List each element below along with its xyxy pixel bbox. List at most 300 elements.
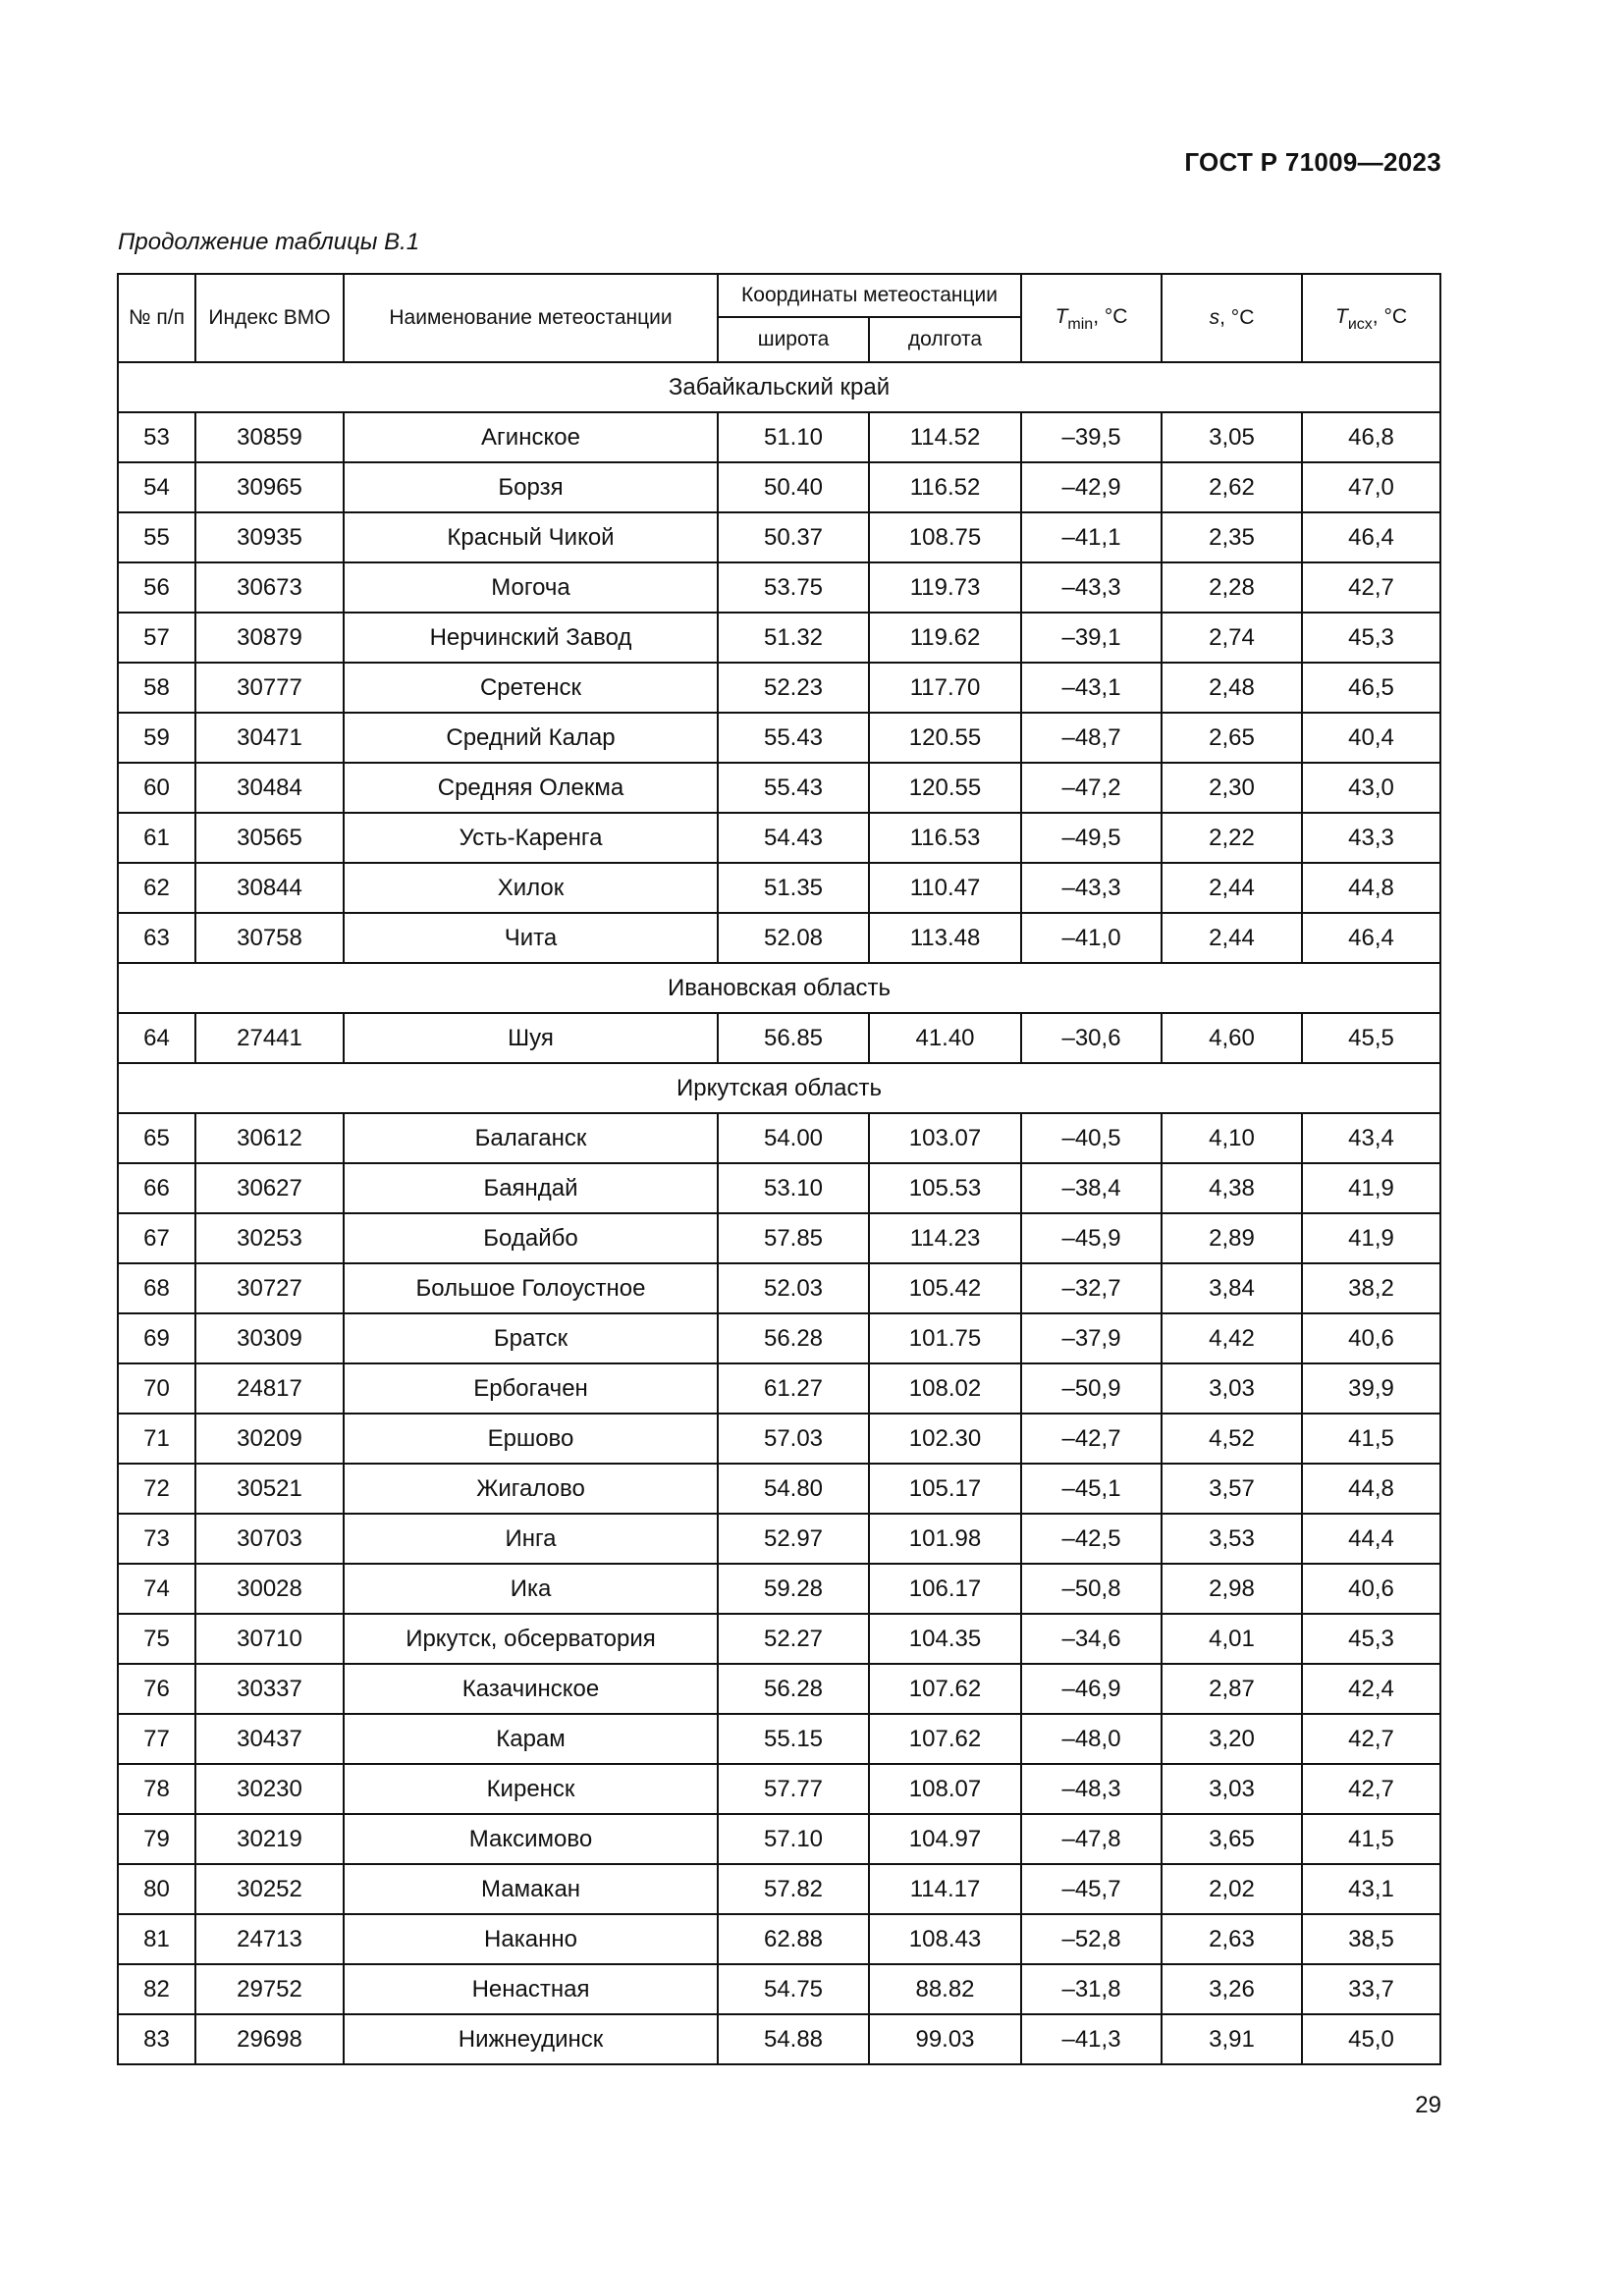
table-row xyxy=(118,412,1440,462)
row-tisx: 40,6 xyxy=(1302,1313,1440,1363)
table-row xyxy=(118,863,1440,913)
stations-table xyxy=(117,273,1441,2065)
row-num: 61 xyxy=(118,813,195,863)
row-wmo: 30252 xyxy=(195,1864,344,1914)
row-latitude: 54.88 xyxy=(718,2014,869,2064)
row-latitude: 54.75 xyxy=(718,1964,869,2014)
row-tisx: 41,9 xyxy=(1302,1163,1440,1213)
table-row xyxy=(118,512,1440,562)
row-tmin: –48,7 xyxy=(1021,713,1162,763)
row-tisx: 44,8 xyxy=(1302,863,1440,913)
row-tisx: 41,9 xyxy=(1302,1213,1440,1263)
row-tmin: –45,1 xyxy=(1021,1464,1162,1514)
row-station-name: Братск xyxy=(344,1313,718,1363)
row-tisx: 46,4 xyxy=(1302,913,1440,963)
row-station-name: Чита xyxy=(344,913,718,963)
table-row xyxy=(118,1414,1440,1464)
col-header-tmin: $T_{min}$, °C xyxy=(1021,274,1162,362)
row-num: 79 xyxy=(118,1814,195,1864)
row-longitude: 116.53 xyxy=(869,813,1021,863)
row-tisx: 45,3 xyxy=(1302,613,1440,663)
row-num: 75 xyxy=(118,1614,195,1664)
row-tmin: –30,6 xyxy=(1021,1013,1162,1063)
row-wmo: 27441 xyxy=(195,1013,344,1063)
row-longitude: 105.53 xyxy=(869,1163,1021,1213)
row-latitude: 51.10 xyxy=(718,412,869,462)
row-s: 3,26 xyxy=(1162,1964,1302,2014)
region-name: Ивановская область xyxy=(118,963,1440,1013)
row-s: 3,03 xyxy=(1162,1764,1302,1814)
row-wmo: 29698 xyxy=(195,2014,344,2064)
row-num: 68 xyxy=(118,1263,195,1313)
row-wmo: 30484 xyxy=(195,763,344,813)
row-num: 78 xyxy=(118,1764,195,1814)
row-tmin: –48,3 xyxy=(1021,1764,1162,1814)
row-num: 67 xyxy=(118,1213,195,1263)
row-tmin: –39,5 xyxy=(1021,412,1162,462)
row-tisx: 43,3 xyxy=(1302,813,1440,863)
row-latitude: 54.00 xyxy=(718,1113,869,1163)
row-num: 76 xyxy=(118,1664,195,1714)
row-latitude: 52.08 xyxy=(718,913,869,963)
row-s: 2,30 xyxy=(1162,763,1302,813)
row-tisx: 47,0 xyxy=(1302,462,1440,512)
row-s: 4,01 xyxy=(1162,1614,1302,1664)
region-row xyxy=(118,362,1440,412)
row-tmin: –41,1 xyxy=(1021,512,1162,562)
col-header-num: № п/п xyxy=(118,274,195,362)
row-station-name: Большое Голоустное xyxy=(344,1263,718,1313)
row-s: 2,48 xyxy=(1162,663,1302,713)
row-longitude: 102.30 xyxy=(869,1414,1021,1464)
row-latitude: 52.23 xyxy=(718,663,869,713)
row-tmin: –41,3 xyxy=(1021,2014,1162,2064)
row-tisx: 43,4 xyxy=(1302,1113,1440,1163)
row-tisx: 46,5 xyxy=(1302,663,1440,713)
row-s: 2,22 xyxy=(1162,813,1302,863)
row-station-name: Ершово xyxy=(344,1414,718,1464)
row-latitude: 57.10 xyxy=(718,1814,869,1864)
row-num: 60 xyxy=(118,763,195,813)
row-longitude: 120.55 xyxy=(869,713,1021,763)
row-s: 4,38 xyxy=(1162,1163,1302,1213)
row-num: 54 xyxy=(118,462,195,512)
row-station-name: Агинское xyxy=(344,412,718,462)
row-latitude: 57.82 xyxy=(718,1864,869,1914)
row-wmo: 30437 xyxy=(195,1714,344,1764)
row-s: 3,05 xyxy=(1162,412,1302,462)
row-tmin: –43,3 xyxy=(1021,562,1162,613)
row-station-name: Нерчинский Завод xyxy=(344,613,718,663)
row-tmin: –43,3 xyxy=(1021,863,1162,913)
table-row xyxy=(118,562,1440,613)
row-num: 64 xyxy=(118,1013,195,1063)
row-tisx: 45,0 xyxy=(1302,2014,1440,2064)
row-latitude: 56.28 xyxy=(718,1664,869,1714)
row-wmo: 30965 xyxy=(195,462,344,512)
row-tmin: –50,9 xyxy=(1021,1363,1162,1414)
row-latitude: 55.43 xyxy=(718,713,869,763)
row-latitude: 54.80 xyxy=(718,1464,869,1514)
table-row xyxy=(118,663,1440,713)
row-wmo: 30230 xyxy=(195,1764,344,1814)
row-wmo: 30758 xyxy=(195,913,344,963)
row-tisx: 43,0 xyxy=(1302,763,1440,813)
row-station-name: Балаганск xyxy=(344,1113,718,1163)
row-wmo: 30337 xyxy=(195,1664,344,1714)
row-wmo: 30219 xyxy=(195,1814,344,1864)
table-row xyxy=(118,1464,1440,1514)
row-s: 2,28 xyxy=(1162,562,1302,613)
row-tisx: 40,4 xyxy=(1302,713,1440,763)
row-tmin: –41,0 xyxy=(1021,913,1162,963)
row-latitude: 56.85 xyxy=(718,1013,869,1063)
row-tmin: –47,2 xyxy=(1021,763,1162,813)
row-s: 2,63 xyxy=(1162,1914,1302,1964)
table-row xyxy=(118,1263,1440,1313)
col-header-coords: Координаты метеостанции xyxy=(718,274,1021,317)
row-num: 69 xyxy=(118,1313,195,1363)
row-tisx: 45,5 xyxy=(1302,1013,1440,1063)
row-station-name: Средний Калар xyxy=(344,713,718,763)
row-longitude: 114.52 xyxy=(869,412,1021,462)
row-longitude: 110.47 xyxy=(869,863,1021,913)
row-s: 2,44 xyxy=(1162,863,1302,913)
row-station-name: Ненастная xyxy=(344,1964,718,2014)
table-row xyxy=(118,813,1440,863)
table-row xyxy=(118,1213,1440,1263)
row-tmin: –45,7 xyxy=(1021,1864,1162,1914)
row-tmin: –47,8 xyxy=(1021,1814,1162,1864)
row-num: 63 xyxy=(118,913,195,963)
row-latitude: 62.88 xyxy=(718,1914,869,1964)
row-wmo: 30777 xyxy=(195,663,344,713)
row-longitude: 116.52 xyxy=(869,462,1021,512)
row-tisx: 33,7 xyxy=(1302,1964,1440,2014)
row-s: 2,89 xyxy=(1162,1213,1302,1263)
row-longitude: 105.17 xyxy=(869,1464,1021,1514)
row-num: 80 xyxy=(118,1864,195,1914)
row-station-name: Борзя xyxy=(344,462,718,512)
row-tmin: –45,9 xyxy=(1021,1213,1162,1263)
row-wmo: 30309 xyxy=(195,1313,344,1363)
row-num: 72 xyxy=(118,1464,195,1514)
row-s: 2,02 xyxy=(1162,1864,1302,1914)
row-longitude: 104.97 xyxy=(869,1814,1021,1864)
row-s: 2,35 xyxy=(1162,512,1302,562)
row-tisx: 44,8 xyxy=(1302,1464,1440,1514)
row-tisx: 41,5 xyxy=(1302,1814,1440,1864)
row-s: 3,84 xyxy=(1162,1263,1302,1313)
row-tisx: 39,9 xyxy=(1302,1363,1440,1414)
row-longitude: 119.73 xyxy=(869,562,1021,613)
row-s: 4,10 xyxy=(1162,1113,1302,1163)
row-station-name: Бодайбо xyxy=(344,1213,718,1263)
row-wmo: 30209 xyxy=(195,1414,344,1464)
row-num: 65 xyxy=(118,1113,195,1163)
row-station-name: Нижнеудинск xyxy=(344,2014,718,2064)
row-s: 3,57 xyxy=(1162,1464,1302,1514)
table-body xyxy=(118,362,1440,2064)
row-num: 70 xyxy=(118,1363,195,1414)
row-wmo: 24817 xyxy=(195,1363,344,1414)
row-s: 3,03 xyxy=(1162,1363,1302,1414)
row-longitude: 105.42 xyxy=(869,1263,1021,1313)
row-num: 77 xyxy=(118,1714,195,1764)
row-longitude: 106.17 xyxy=(869,1564,1021,1614)
row-latitude: 51.35 xyxy=(718,863,869,913)
row-tmin: –48,0 xyxy=(1021,1714,1162,1764)
table-row xyxy=(118,1714,1440,1764)
col-header-lat: широта xyxy=(718,317,869,362)
row-longitude: 114.23 xyxy=(869,1213,1021,1263)
row-s: 2,74 xyxy=(1162,613,1302,663)
table-header xyxy=(118,274,1440,362)
row-num: 73 xyxy=(118,1514,195,1564)
standard-designation: ГОСТ Р 71009—2023 xyxy=(1184,147,1441,177)
row-num: 58 xyxy=(118,663,195,713)
table-row xyxy=(118,1363,1440,1414)
row-num: 82 xyxy=(118,1964,195,2014)
row-tisx: 40,6 xyxy=(1302,1564,1440,1614)
row-latitude: 53.10 xyxy=(718,1163,869,1213)
row-num: 55 xyxy=(118,512,195,562)
row-latitude: 57.85 xyxy=(718,1213,869,1263)
row-longitude: 108.02 xyxy=(869,1363,1021,1414)
col-header-s: s, °C xyxy=(1162,274,1302,362)
row-num: 56 xyxy=(118,562,195,613)
table-row xyxy=(118,2014,1440,2064)
row-num: 59 xyxy=(118,713,195,763)
row-s: 4,52 xyxy=(1162,1414,1302,1464)
row-longitude: 101.98 xyxy=(869,1514,1021,1564)
row-longitude: 108.07 xyxy=(869,1764,1021,1814)
row-s: 2,62 xyxy=(1162,462,1302,512)
row-station-name: Ербогачен xyxy=(344,1363,718,1414)
page-number: 29 xyxy=(1415,2092,1441,2118)
row-s: 4,60 xyxy=(1162,1013,1302,1063)
row-tmin: –52,8 xyxy=(1021,1914,1162,1964)
row-num: 66 xyxy=(118,1163,195,1213)
row-station-name: Мамакан xyxy=(344,1864,718,1914)
row-latitude: 50.37 xyxy=(718,512,869,562)
table-row xyxy=(118,713,1440,763)
row-tisx: 44,4 xyxy=(1302,1514,1440,1564)
row-tisx: 38,5 xyxy=(1302,1914,1440,1964)
row-longitude: 117.70 xyxy=(869,663,1021,713)
row-wmo: 30565 xyxy=(195,813,344,863)
row-tisx: 42,7 xyxy=(1302,1714,1440,1764)
row-s: 3,20 xyxy=(1162,1714,1302,1764)
col-header-lon: долгота xyxy=(869,317,1021,362)
row-wmo: 30627 xyxy=(195,1163,344,1213)
row-latitude: 55.43 xyxy=(718,763,869,813)
row-s: 2,87 xyxy=(1162,1664,1302,1714)
row-tisx: 46,8 xyxy=(1302,412,1440,462)
row-s: 2,44 xyxy=(1162,913,1302,963)
row-station-name: Жигалово xyxy=(344,1464,718,1514)
row-station-name: Баяндай xyxy=(344,1163,718,1213)
row-tmin: –40,5 xyxy=(1021,1113,1162,1163)
row-longitude: 107.62 xyxy=(869,1664,1021,1714)
table-row xyxy=(118,1113,1440,1163)
row-station-name: Наканно xyxy=(344,1914,718,1964)
table-row xyxy=(118,1614,1440,1664)
row-wmo: 29752 xyxy=(195,1964,344,2014)
row-latitude: 59.28 xyxy=(718,1564,869,1614)
row-latitude: 55.15 xyxy=(718,1714,869,1764)
row-num: 53 xyxy=(118,412,195,462)
table-row xyxy=(118,1313,1440,1363)
row-tisx: 43,1 xyxy=(1302,1864,1440,1914)
row-wmo: 30703 xyxy=(195,1514,344,1564)
row-longitude: 99.03 xyxy=(869,2014,1021,2064)
row-tmin: –42,7 xyxy=(1021,1414,1162,1464)
row-longitude: 104.35 xyxy=(869,1614,1021,1664)
row-wmo: 30710 xyxy=(195,1614,344,1664)
row-tmin: –50,8 xyxy=(1021,1564,1162,1614)
row-wmo: 30612 xyxy=(195,1113,344,1163)
row-s: 2,98 xyxy=(1162,1564,1302,1614)
row-tmin: –37,9 xyxy=(1021,1313,1162,1363)
row-station-name: Максимово xyxy=(344,1814,718,1864)
row-longitude: 107.62 xyxy=(869,1714,1021,1764)
table-row xyxy=(118,1514,1440,1564)
row-num: 57 xyxy=(118,613,195,663)
row-station-name: Хилок xyxy=(344,863,718,913)
row-longitude: 103.07 xyxy=(869,1113,1021,1163)
row-station-name: Ика xyxy=(344,1564,718,1614)
table-row xyxy=(118,1864,1440,1914)
row-tisx: 41,5 xyxy=(1302,1414,1440,1464)
row-longitude: 114.17 xyxy=(869,1864,1021,1914)
row-tisx: 46,4 xyxy=(1302,512,1440,562)
row-num: 83 xyxy=(118,2014,195,2064)
row-station-name: Могоча xyxy=(344,562,718,613)
row-latitude: 57.03 xyxy=(718,1414,869,1464)
table-row xyxy=(118,613,1440,663)
row-wmo: 30673 xyxy=(195,562,344,613)
col-header-tisx: $T_{исх}$, °C xyxy=(1302,274,1440,362)
table-caption: Продолжение таблицы В.1 xyxy=(118,229,420,255)
row-wmo: 30521 xyxy=(195,1464,344,1514)
row-latitude: 50.40 xyxy=(718,462,869,512)
row-station-name: Сретенск xyxy=(344,663,718,713)
row-longitude: 120.55 xyxy=(869,763,1021,813)
row-longitude: 108.43 xyxy=(869,1914,1021,1964)
row-station-name: Иркутск, обсерватория xyxy=(344,1614,718,1664)
table-row xyxy=(118,1664,1440,1714)
col-header-wmo: Индекс ВМО xyxy=(195,274,344,362)
row-station-name: Казачинское xyxy=(344,1664,718,1714)
table-row xyxy=(118,1564,1440,1614)
row-latitude: 52.03 xyxy=(718,1263,869,1313)
table-row xyxy=(118,1163,1440,1213)
row-tmin: –42,5 xyxy=(1021,1514,1162,1564)
row-longitude: 113.48 xyxy=(869,913,1021,963)
row-latitude: 51.32 xyxy=(718,613,869,663)
row-s: 3,91 xyxy=(1162,2014,1302,2064)
row-tisx: 42,7 xyxy=(1302,562,1440,613)
table-row xyxy=(118,462,1440,512)
table-row xyxy=(118,763,1440,813)
region-name: Забайкальский край xyxy=(118,362,1440,412)
row-tisx: 38,2 xyxy=(1302,1263,1440,1313)
row-wmo: 30028 xyxy=(195,1564,344,1614)
row-wmo: 30471 xyxy=(195,713,344,763)
row-tmin: –43,1 xyxy=(1021,663,1162,713)
region-name: Иркутская область xyxy=(118,1063,1440,1113)
row-wmo: 30253 xyxy=(195,1213,344,1263)
row-num: 74 xyxy=(118,1564,195,1614)
table-row xyxy=(118,913,1440,963)
region-row xyxy=(118,963,1440,1013)
row-longitude: 41.40 xyxy=(869,1013,1021,1063)
row-latitude: 52.97 xyxy=(718,1514,869,1564)
row-longitude: 101.75 xyxy=(869,1313,1021,1363)
table-row xyxy=(118,1964,1440,2014)
row-tmin: –39,1 xyxy=(1021,613,1162,663)
row-wmo: 30844 xyxy=(195,863,344,913)
row-tmin: –31,8 xyxy=(1021,1964,1162,2014)
row-wmo: 30879 xyxy=(195,613,344,663)
row-latitude: 53.75 xyxy=(718,562,869,613)
row-s: 4,42 xyxy=(1162,1313,1302,1363)
row-num: 62 xyxy=(118,863,195,913)
row-latitude: 54.43 xyxy=(718,813,869,863)
row-station-name: Шуя xyxy=(344,1013,718,1063)
row-tmin: –46,9 xyxy=(1021,1664,1162,1714)
row-s: 3,53 xyxy=(1162,1514,1302,1564)
table-row xyxy=(118,1013,1440,1063)
row-station-name: Инга xyxy=(344,1514,718,1564)
row-latitude: 57.77 xyxy=(718,1764,869,1814)
row-wmo: 30859 xyxy=(195,412,344,462)
row-tisx: 42,4 xyxy=(1302,1664,1440,1714)
row-tmin: –34,6 xyxy=(1021,1614,1162,1664)
row-tmin: –49,5 xyxy=(1021,813,1162,863)
row-latitude: 52.27 xyxy=(718,1614,869,1664)
row-latitude: 56.28 xyxy=(718,1313,869,1363)
row-num: 71 xyxy=(118,1414,195,1464)
row-station-name: Красный Чикой xyxy=(344,512,718,562)
row-latitude: 61.27 xyxy=(718,1363,869,1414)
row-tisx: 42,7 xyxy=(1302,1764,1440,1814)
row-station-name: Усть-Каренга xyxy=(344,813,718,863)
row-longitude: 88.82 xyxy=(869,1964,1021,2014)
row-wmo: 24713 xyxy=(195,1914,344,1964)
table-row xyxy=(118,1814,1440,1864)
row-s: 3,65 xyxy=(1162,1814,1302,1864)
table-row xyxy=(118,1764,1440,1814)
region-row xyxy=(118,1063,1440,1113)
row-s: 2,65 xyxy=(1162,713,1302,763)
row-tmin: –32,7 xyxy=(1021,1263,1162,1313)
row-station-name: Карам xyxy=(344,1714,718,1764)
row-station-name: Киренск xyxy=(344,1764,718,1814)
row-wmo: 30935 xyxy=(195,512,344,562)
row-tisx: 45,3 xyxy=(1302,1614,1440,1664)
row-tmin: –38,4 xyxy=(1021,1163,1162,1213)
row-wmo: 30727 xyxy=(195,1263,344,1313)
row-longitude: 119.62 xyxy=(869,613,1021,663)
table-row xyxy=(118,1914,1440,1964)
row-tmin: –42,9 xyxy=(1021,462,1162,512)
row-num: 81 xyxy=(118,1914,195,1964)
row-longitude: 108.75 xyxy=(869,512,1021,562)
row-station-name: Средняя Олекма xyxy=(344,763,718,813)
col-header-name: Наименование метеостанции xyxy=(344,274,718,362)
